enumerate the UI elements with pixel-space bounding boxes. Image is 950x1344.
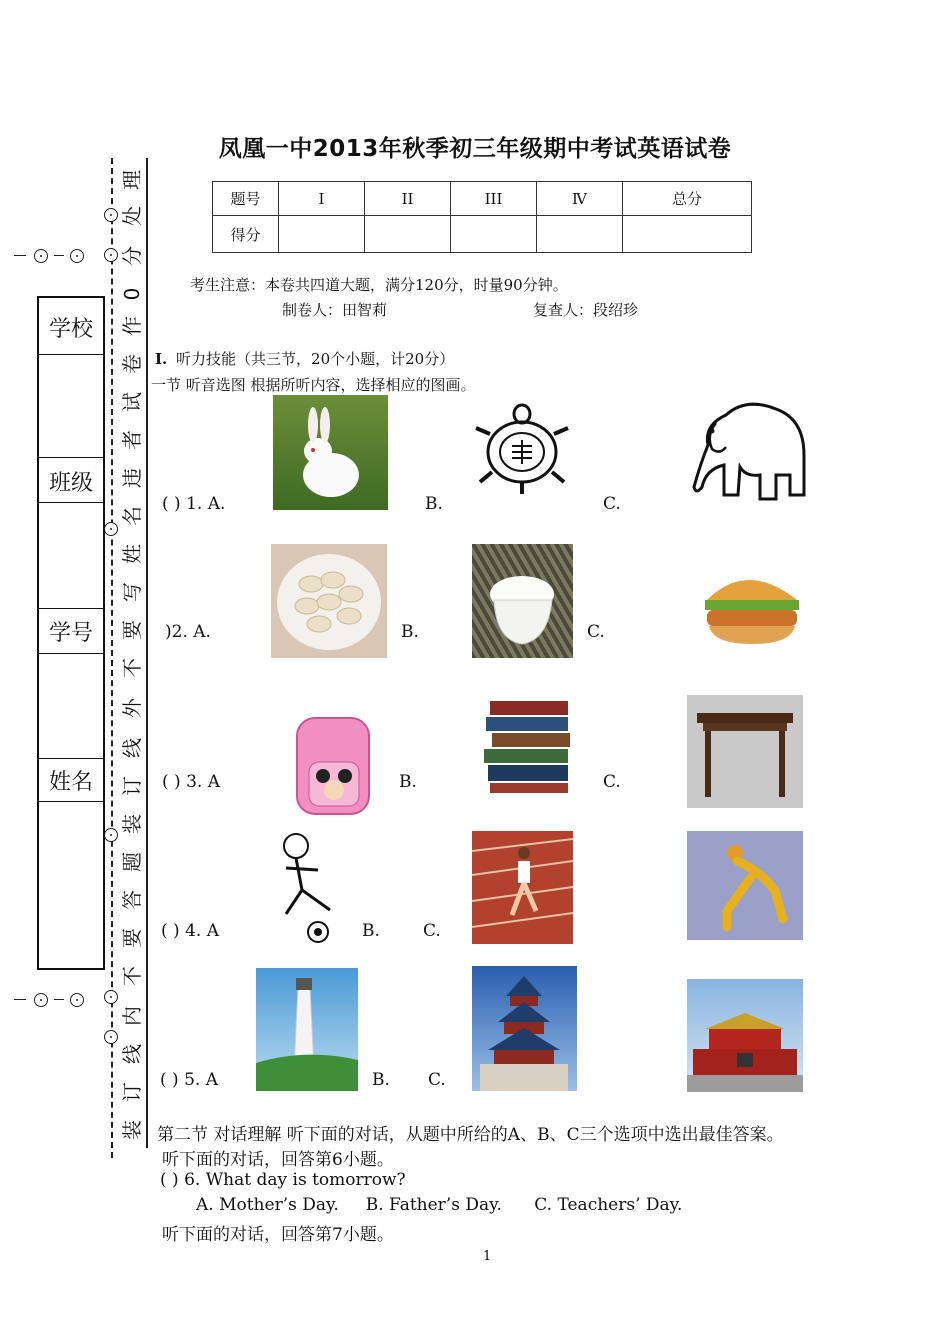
exam-notice: 考生注意：本卷共四道大题，满分120分，时量90分钟。 xyxy=(190,276,568,294)
rabbit-icon xyxy=(273,395,388,510)
margin-char: 违 xyxy=(120,468,144,488)
tiananmen-image[interactable] xyxy=(687,979,803,1092)
soccer-player-icon xyxy=(256,830,356,944)
margin-char: 订 xyxy=(120,1082,144,1102)
skater-icon xyxy=(687,831,803,940)
backpack-image[interactable] xyxy=(283,706,384,820)
score-cell[interactable] xyxy=(623,216,752,253)
temple-of-heaven-image[interactable] xyxy=(472,966,577,1091)
option-b-label: B. xyxy=(399,772,417,792)
binding-mark xyxy=(14,244,84,265)
binding-hole-icon xyxy=(104,990,118,1004)
tiananmen-icon xyxy=(687,979,803,1092)
margin-char: 订 xyxy=(120,776,144,796)
table-header-cell: 总分 xyxy=(623,182,752,216)
margin-char: 装 xyxy=(120,814,144,834)
margin-char: 不 xyxy=(120,658,144,678)
table-icon xyxy=(687,695,803,808)
margin-char: 内 xyxy=(120,1006,144,1026)
binding-hole-icon xyxy=(104,1030,118,1044)
table-image[interactable] xyxy=(687,695,803,808)
table-header-cell: III xyxy=(451,182,537,216)
option-c-label: C. xyxy=(428,1070,446,1090)
table-row-label: 得分 xyxy=(213,216,279,253)
lighthouse-icon xyxy=(256,968,358,1091)
option-b-label: B. xyxy=(401,622,419,642)
question-4-label: ( ) 4. A xyxy=(161,921,219,941)
option-c-label: C. xyxy=(603,772,621,792)
table-header-cell: 题号 xyxy=(213,182,279,216)
question-7-intro: 听下面的对话，回答第7小题。 xyxy=(162,1225,394,1245)
rice-bowl-image[interactable] xyxy=(472,544,573,658)
score-cell[interactable] xyxy=(279,216,365,253)
margin-char: 试 xyxy=(120,392,144,412)
turtle-icon xyxy=(460,396,585,508)
binding-hole-icon xyxy=(104,248,118,262)
student-id-field[interactable] xyxy=(39,654,103,759)
school-field[interactable] xyxy=(39,355,103,458)
binding-hole-icon xyxy=(104,522,118,536)
student-id-label: 学号 xyxy=(48,621,93,646)
score-cell[interactable] xyxy=(537,216,623,253)
option-b-label: B. xyxy=(362,921,380,941)
dumplings-icon xyxy=(271,544,387,658)
margin-char: 不 xyxy=(120,966,144,986)
margin-char: 作 xyxy=(120,316,144,336)
class-field[interactable] xyxy=(39,503,103,609)
part1-instruction: 一节 听音选图 根据所听内容，选择相应的图画。 xyxy=(151,376,476,394)
margin-char: 分 xyxy=(120,246,144,266)
table-header-cell: I xyxy=(279,182,365,216)
skating-image[interactable] xyxy=(687,831,803,940)
question-1-label: ( ) 1. A. xyxy=(162,494,226,514)
option-c-label: C. xyxy=(603,494,621,514)
margin-char: 理 xyxy=(120,170,144,190)
rabbit-image[interactable] xyxy=(273,395,388,510)
option-c-label: C. xyxy=(423,921,441,941)
books-icon xyxy=(480,697,578,797)
option-b-label: B. xyxy=(425,494,443,514)
question-6-options: A. Mother’s Day. B. Father’s Day. C. Teachers’ Day. xyxy=(196,1195,683,1215)
option-b-label: B. xyxy=(372,1070,390,1090)
margin-char: 答 xyxy=(120,890,144,910)
margin-char: 要 xyxy=(120,620,144,640)
section1-number: I. xyxy=(155,350,168,368)
margin-char: 处 xyxy=(120,206,144,226)
option-c-label: C. xyxy=(587,622,605,642)
binding-hole-icon xyxy=(104,208,118,222)
school-label: 学校 xyxy=(48,317,93,342)
student-info-box xyxy=(37,296,105,970)
margin-char: 线 xyxy=(120,1044,144,1064)
binding-solid-line xyxy=(146,158,148,1148)
paper-reviewer: 复查人：段绍珍 xyxy=(533,301,639,319)
page-title: 凤凰一中2013年秋季初三年级期中考试英语试卷 xyxy=(218,136,732,162)
margin-char: 者 xyxy=(120,430,144,450)
margin-char: 线 xyxy=(120,738,144,758)
question-3-label: ( ) 3. A xyxy=(162,772,220,792)
name-label: 姓名 xyxy=(48,770,93,795)
question-6-intro: 听下面的对话，回答第6小题。 xyxy=(162,1150,394,1170)
class-label: 班级 xyxy=(48,471,93,496)
runner-icon xyxy=(472,831,573,944)
burger-icon xyxy=(687,560,853,660)
margin-char: 外 xyxy=(120,698,144,718)
margin-char: 0 xyxy=(120,287,144,301)
turtle-image[interactable] xyxy=(460,396,585,508)
section1-heading xyxy=(155,348,454,369)
backpack-icon xyxy=(283,706,384,820)
score-table xyxy=(212,181,752,253)
burger-image[interactable] xyxy=(687,560,853,660)
section2-heading: 第二节 对话理解 听下面的对话，从题中所给的A、B、C三个选项中选出最佳答案。 xyxy=(157,1125,784,1145)
binding-mark xyxy=(14,988,84,1009)
question-6-label: ( ) 6. What day is tomorrow? xyxy=(160,1170,406,1190)
margin-char: 卷 xyxy=(120,354,144,374)
dumplings-image[interactable] xyxy=(271,544,387,658)
table-row xyxy=(213,216,752,253)
margin-char: 姓 xyxy=(120,544,144,564)
table-header-cell: II xyxy=(365,182,451,216)
margin-char: 写 xyxy=(120,582,144,602)
score-cell[interactable] xyxy=(451,216,537,253)
elephant-image[interactable] xyxy=(686,395,812,507)
margin-char: 装 xyxy=(120,1120,144,1140)
binding-dashed-line xyxy=(111,158,113,1158)
running-image[interactable] xyxy=(472,831,573,944)
name-field[interactable] xyxy=(39,804,103,964)
temple-icon xyxy=(472,966,577,1091)
question-5-label: ( ) 5. A xyxy=(160,1070,218,1090)
binding-hole-icon xyxy=(104,828,118,842)
margin-char: 名 xyxy=(120,506,144,526)
rice-bowl-icon xyxy=(472,544,573,658)
question-2-label: )2. A. xyxy=(165,622,211,642)
margin-char: 题 xyxy=(120,852,144,872)
football-image[interactable] xyxy=(256,830,356,944)
section1-title: 听力技能（共三节，20个小题，计20分） xyxy=(176,350,455,368)
page-number: 1 xyxy=(483,1249,492,1264)
table-row xyxy=(213,182,752,216)
books-image[interactable] xyxy=(480,697,578,797)
score-cell[interactable] xyxy=(365,216,451,253)
elephant-icon xyxy=(686,395,812,507)
paper-maker: 制卷人：田智莉 xyxy=(282,301,388,319)
table-header-cell: Ⅳ xyxy=(537,182,623,216)
lighthouse-image[interactable] xyxy=(256,968,358,1091)
margin-char: 要 xyxy=(120,928,144,948)
